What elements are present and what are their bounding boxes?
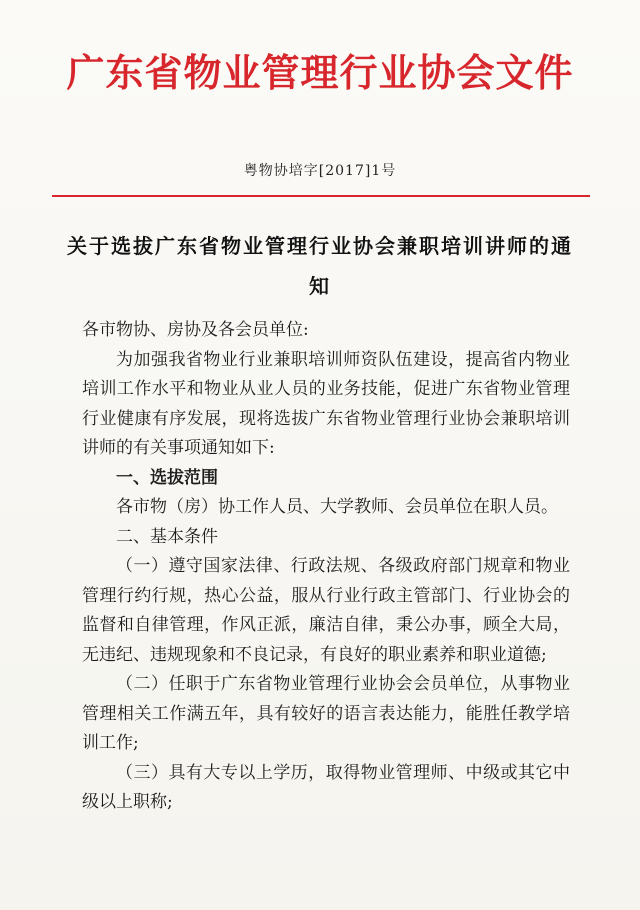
intro-paragraph: 为加强我省物业行业兼职培训师资队伍建设，提高省内物业培训工作水平和物业从业人员的业务技能，促进广东省物业管理行业健康有序发展，现将选拔广东省物业管理行业协会兼职培训讲师的有关事项通知如下: (82, 349, 570, 458)
scope-paragraph: 各市物（房）协工作人员、大学教师、会员单位在职人员。 (116, 497, 558, 517)
notice-body (82, 316, 570, 818)
document-number: 粤物协培字[2017]1号 (243, 163, 397, 179)
red-divider-line (52, 195, 590, 197)
section-heading-scope: 一、选拔范围 (116, 467, 218, 488)
org-header-title: 广东省物业管理行业协会文件 (66, 51, 574, 95)
section-heading-conditions: 二、基本条件 (116, 526, 218, 547)
condition-item-3: （三）具有大专以上学历，取得物业管理师、中级或其它中级以上职称; (82, 762, 570, 812)
condition-item-2: （二）任职于广东省物业管理行业协会会员单位，从事物业管理相关工作满五年，具有较好的语言表达能力，能胜任教学培训工作; (82, 674, 570, 753)
notice-title: 关于选拔广东省物业管理行业协会兼职培训讲师的通知 (67, 234, 573, 298)
condition-item-1: （一）遵守国家法律、行政法规、各级政府部门规章和物业管理行约行规，热心公益，服从行业行政主管部门、行业协会的监督和自律管理，作风正派，廉洁自律，秉公办事，顾全大局，无违纪、违规现象和不良记录，有良好的职业素养和职业道德; (82, 556, 570, 665)
salutation: 各市物协、房协及各会员单位: (82, 320, 309, 340)
